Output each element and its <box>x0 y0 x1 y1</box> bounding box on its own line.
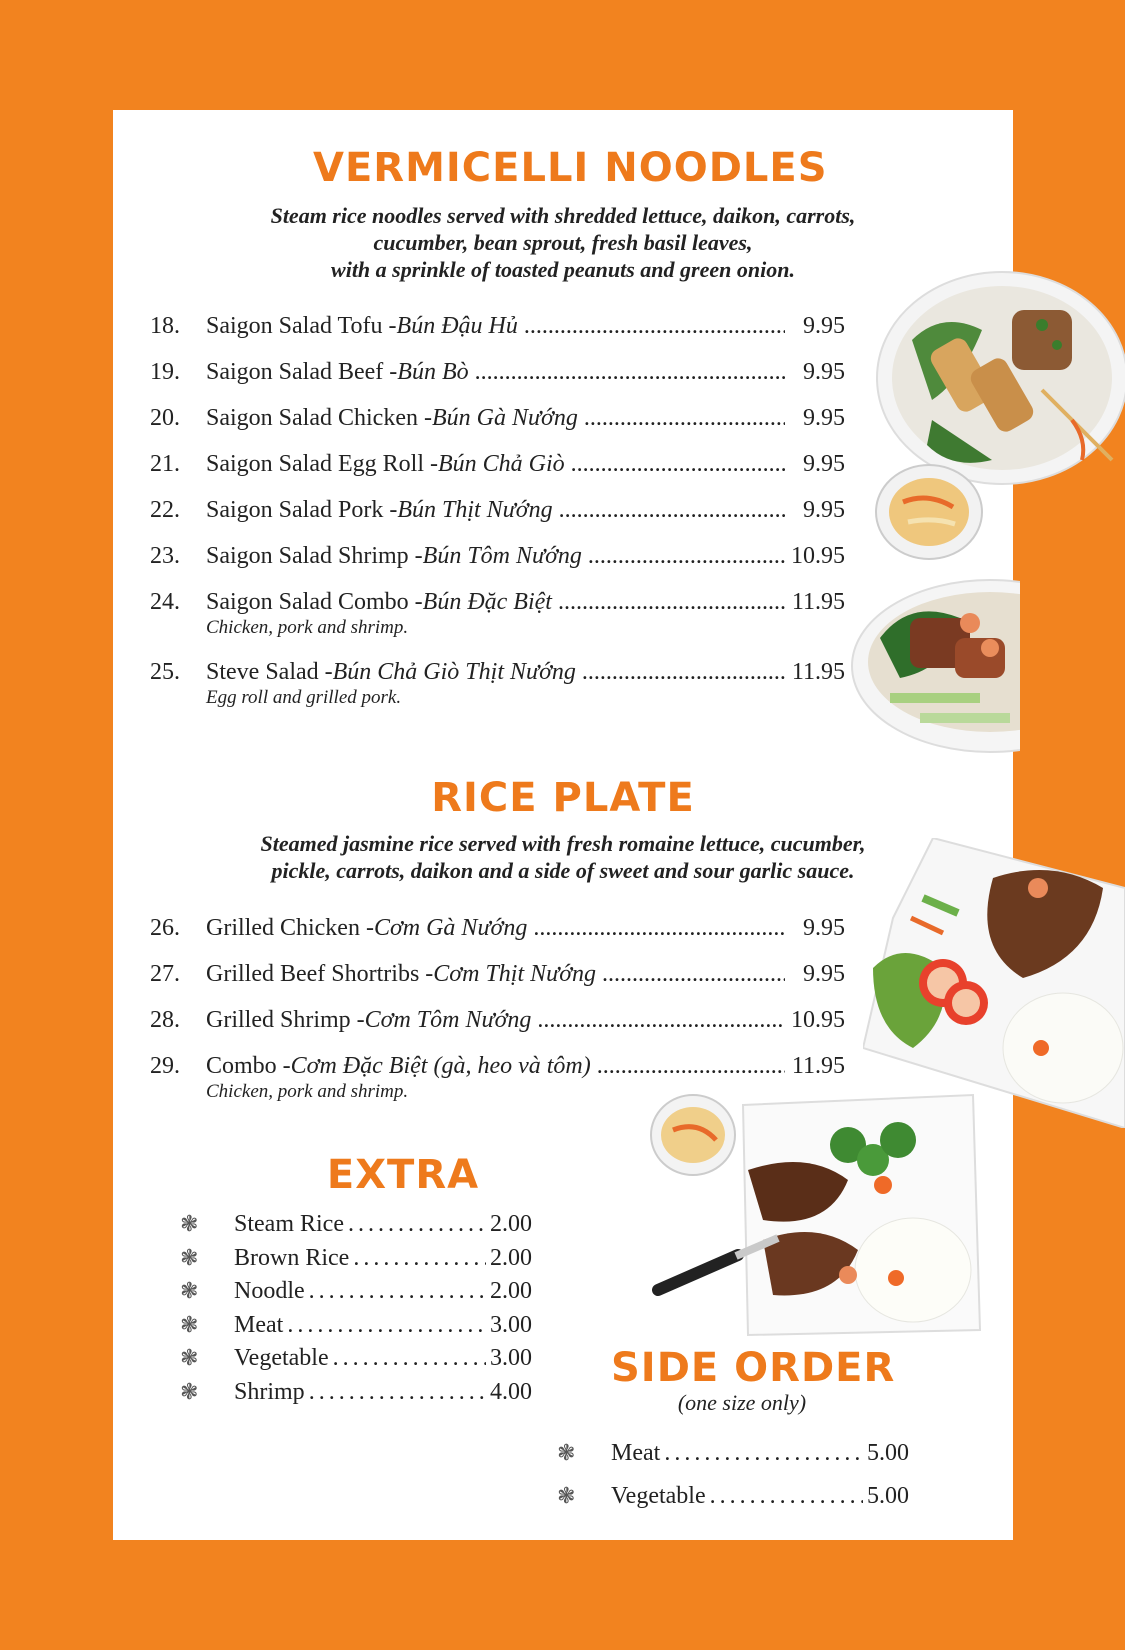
item-number: 19. <box>150 359 180 385</box>
flower-bullet-icon: ❃ <box>557 1441 576 1466</box>
dot-leader <box>582 657 785 687</box>
item-name: Saigon Salad Shrimp - <box>206 543 423 569</box>
item-vietnamese-name: Cơm Tôm Nướng <box>364 1007 532 1033</box>
menu-item <box>150 959 845 989</box>
description-line: Steam rice noodles served with shredded lettuce, daikon, carrots, <box>270 203 856 228</box>
item-price: 3.00 <box>490 1345 532 1371</box>
extra-item <box>180 1309 532 1343</box>
item-number: 21. <box>150 451 180 477</box>
side-order-title: SIDE ORDER <box>611 1345 896 1391</box>
dot-leader <box>664 1432 863 1474</box>
dot-leader <box>558 587 785 617</box>
menu-item <box>150 541 845 571</box>
side-order-item <box>557 1432 909 1475</box>
item-number: 23. <box>150 543 180 569</box>
item-note: Chicken, pork and shrimp. <box>206 1081 409 1102</box>
description-line: cucumber, bean sprout, fresh basil leaves, <box>373 230 753 255</box>
extra-title: EXTRA <box>326 1152 480 1198</box>
item-price: 11.95 <box>791 659 845 685</box>
flower-bullet-icon: ❃ <box>180 1346 199 1371</box>
dot-leader <box>537 1005 785 1035</box>
description-line: with a sprinkle of toasted peanuts and green onion. <box>331 257 795 282</box>
extra-item <box>180 1208 532 1242</box>
flower-bullet-icon: ❃ <box>557 1484 576 1509</box>
dot-leader <box>571 449 785 479</box>
item-price: 9.95 <box>803 359 845 385</box>
menu-item <box>150 913 845 943</box>
flower-bullet-icon: ❃ <box>180 1379 199 1405</box>
flower-bullet-icon: ❃ <box>180 1245 199 1271</box>
menu-item <box>150 495 845 525</box>
rice-plate-title: RICE PLATE <box>431 775 695 821</box>
item-number: 22. <box>150 497 180 523</box>
menu-item <box>150 449 845 479</box>
menu-item <box>150 357 845 387</box>
item-vietnamese-name: Bún Tôm Nướng <box>422 543 582 569</box>
item-price: 10.95 <box>791 543 845 569</box>
extra-item <box>180 1342 532 1376</box>
item-name: Combo - <box>206 1053 291 1079</box>
item-number: 29. <box>150 1053 180 1079</box>
side-order-item <box>557 1475 909 1518</box>
item-price: 11.95 <box>791 1053 845 1079</box>
dot-leader <box>475 357 785 387</box>
item-name: Saigon Salad Tofu - <box>206 313 397 339</box>
item-label: Meat <box>611 1440 661 1466</box>
item-price: 2.00 <box>490 1244 532 1271</box>
item-vietnamese-name: Bún Gà Nướng <box>431 405 578 431</box>
rice-plate-description <box>163 830 963 884</box>
dot-leader <box>559 495 785 525</box>
item-name: Saigon Salad Combo - <box>206 589 423 615</box>
item-name: Grilled Beef Shortribs - <box>206 961 434 987</box>
item-label: Meat <box>234 1311 284 1338</box>
item-note: Egg roll and grilled pork. <box>206 687 402 708</box>
item-number: 26. <box>150 915 180 941</box>
item-vietnamese-name: Bún Chả Giò Thịt Nướng <box>332 659 576 685</box>
extra-list <box>180 1208 532 1409</box>
menu-item <box>150 1005 845 1035</box>
description-line: Steamed jasmine rice served with fresh romaine lettuce, cucumber, <box>260 831 866 856</box>
item-price: 2.00 <box>490 1278 532 1304</box>
item-price: 4.00 <box>490 1378 532 1405</box>
combo-bowl-photo <box>850 578 1020 758</box>
dot-leader <box>287 1309 486 1342</box>
item-price: 5.00 <box>867 1483 909 1509</box>
item-price: 2.00 <box>490 1211 532 1237</box>
dot-leader <box>533 913 785 943</box>
menu-item <box>150 587 845 639</box>
item-vietnamese-name: Cơm Thịt Nướng <box>433 961 597 987</box>
item-number: 27. <box>150 961 180 987</box>
item-number: 25. <box>150 659 180 685</box>
side-order-list <box>557 1432 909 1518</box>
item-number: 20. <box>150 405 180 431</box>
dot-leader <box>597 1051 785 1081</box>
item-label: Shrimp <box>234 1378 305 1405</box>
side-order-subtitle: (one size only) <box>677 1390 807 1415</box>
item-price: 9.95 <box>803 497 845 523</box>
item-label: Vegetable <box>234 1345 329 1371</box>
menu-item <box>150 403 845 433</box>
item-vietnamese-name: Bún Bò <box>397 359 469 385</box>
item-vietnamese-name: Cơm Đặc Biệt (gà, heo và tôm) <box>290 1053 591 1079</box>
item-label: Vegetable <box>611 1483 706 1509</box>
item-name: Saigon Salad Chicken - <box>206 405 432 431</box>
extra-item <box>180 1275 532 1309</box>
dot-leader <box>353 1242 486 1275</box>
item-price: 9.95 <box>803 405 845 431</box>
dot-leader <box>524 311 785 341</box>
item-vietnamese-name: Bún Đậu Hủ <box>396 313 518 339</box>
vermicelli-description <box>163 202 963 283</box>
item-number: 24. <box>150 589 180 615</box>
dot-leader <box>710 1475 863 1517</box>
item-number: 18. <box>150 313 180 339</box>
item-note: Chicken, pork and shrimp. <box>206 617 409 638</box>
item-vietnamese-name: Bún Chả Giò <box>437 451 565 477</box>
item-vietnamese-name: Bún Đặc Biệt <box>422 589 552 615</box>
flower-bullet-icon: ❃ <box>180 1212 199 1237</box>
item-name: Steve Salad - <box>206 659 333 685</box>
item-label: Steam Rice <box>234 1211 344 1237</box>
item-vietnamese-name: Bún Thịt Nướng <box>397 497 553 523</box>
item-price: 11.95 <box>791 589 845 615</box>
menu-item <box>150 311 845 341</box>
rice-plate-photo <box>863 838 1125 1128</box>
item-name: Saigon Salad Pork - <box>206 497 398 523</box>
dot-leader <box>348 1208 486 1241</box>
dot-leader <box>602 959 785 989</box>
item-name: Grilled Shrimp - <box>206 1007 365 1033</box>
item-label: Brown Rice <box>234 1244 350 1271</box>
item-name: Saigon Salad Beef - <box>206 359 398 385</box>
item-price: 5.00 <box>867 1440 909 1466</box>
item-label: Noodle <box>234 1278 305 1304</box>
grilled-pork-plate-photo <box>648 1090 983 1340</box>
item-price: 9.95 <box>803 313 845 339</box>
dot-leader <box>333 1342 486 1375</box>
item-number: 28. <box>150 1007 180 1033</box>
flower-bullet-icon: ❃ <box>180 1279 199 1304</box>
menu-item <box>150 657 845 709</box>
dot-leader <box>309 1275 486 1308</box>
item-name: Grilled Chicken - <box>206 915 374 941</box>
item-price: 9.95 <box>803 451 845 477</box>
item-name: Saigon Salad Egg Roll - <box>206 451 438 477</box>
description-line: pickle, carrots, daikon and a side of sweet and sour garlic sauce. <box>271 858 855 883</box>
item-price: 9.95 <box>803 961 845 987</box>
item-vietnamese-name: Cơm Gà Nướng <box>373 915 528 941</box>
item-price: 10.95 <box>791 1007 845 1033</box>
extra-item <box>180 1242 532 1276</box>
flower-bullet-icon: ❃ <box>180 1312 199 1338</box>
item-price: 3.00 <box>490 1311 532 1338</box>
dipping-sauce-bowl <box>873 462 985 562</box>
dot-leader <box>584 403 785 433</box>
item-price: 9.95 <box>803 915 845 941</box>
extra-item <box>180 1376 532 1410</box>
dot-leader <box>588 541 785 571</box>
dot-leader <box>309 1376 486 1409</box>
vermicelli-title: VERMICELLI NOODLES <box>313 145 828 191</box>
